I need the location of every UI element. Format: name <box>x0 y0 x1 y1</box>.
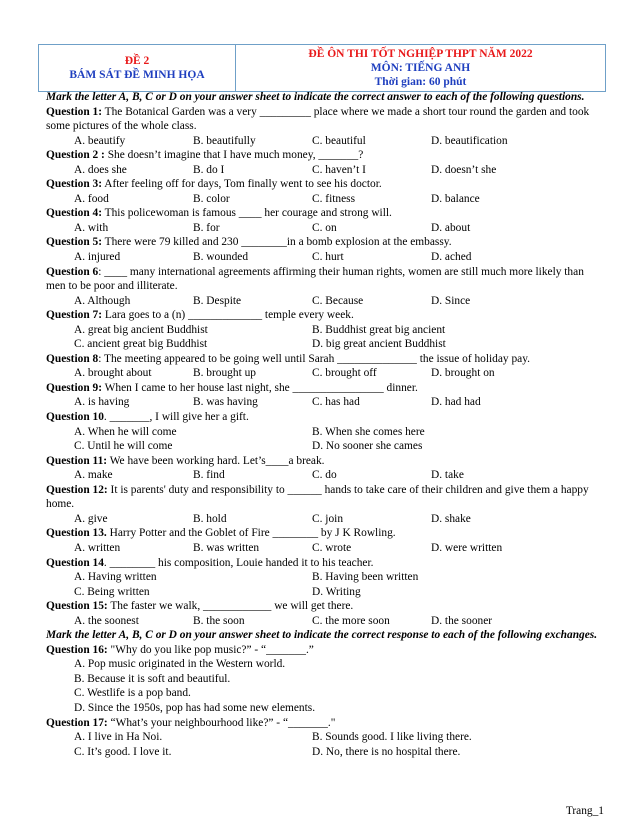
option-d[interactable]: D. the sooner <box>431 614 493 627</box>
question-label: Question 1: <box>46 105 103 118</box>
question-label: Question 17: <box>46 716 108 729</box>
option-d[interactable]: D. about <box>431 221 471 234</box>
question-label: Question 8 <box>46 352 99 365</box>
option-b[interactable]: B. Sounds good. I like living there. <box>312 731 472 744</box>
options-row <box>46 730 606 745</box>
question-label: Question 3: <box>46 178 103 191</box>
option-d[interactable]: D. were written <box>431 541 503 554</box>
option-b[interactable]: B. for <box>193 221 220 234</box>
header-left <box>39 45 236 91</box>
option-b[interactable]: B. find <box>193 469 225 482</box>
option-c[interactable]: C. ancient great big Buddhist <box>74 338 208 351</box>
question-text: This policewoman is famous ____ her courage and strong will. <box>102 207 392 220</box>
instruction-2: Mark the letter A, B, C or D on your answer sheet to indicate the correct response to each of the following exchanges. <box>46 629 598 642</box>
option-b[interactable]: B. beautifully <box>193 134 256 147</box>
exam-header <box>38 44 606 92</box>
options-row <box>46 366 606 381</box>
option-c[interactable]: C. hurt <box>312 251 344 264</box>
question-label: Question 9: <box>46 381 103 394</box>
option-a[interactable]: A. brought about <box>74 367 152 380</box>
options-row <box>46 468 606 483</box>
option-b[interactable]: B. do I <box>193 163 225 176</box>
option-b[interactable]: B. the soon <box>193 614 245 627</box>
question-17 <box>46 716 606 731</box>
option-a[interactable]: A. the soonest <box>74 614 139 627</box>
question-text: The Botanical Garden was a very _________ place where we made a short tour round the garden and took some pictures of the whole class. <box>46 105 590 133</box>
question-text: There were 79 killed and 230 ________in a bomb explosion at the embassy. <box>102 236 452 249</box>
option-b[interactable]: B. Having been written <box>312 571 419 584</box>
option-c[interactable]: C. Because <box>312 294 364 307</box>
option-d[interactable]: D. ached <box>431 251 472 264</box>
option-c[interactable]: C. do <box>312 469 337 482</box>
question-text: : ____ many international agreements affirming their human rights, women are still much more likely than men to be poor and illiterate. <box>46 265 584 293</box>
options-row <box>46 425 606 440</box>
question-text: . _______, I will give her a gift. <box>103 411 249 424</box>
exam-subtitle: BÁM SÁT ĐỀ MINH HỌA <box>69 69 205 81</box>
question-6 <box>46 265 606 294</box>
option-d[interactable]: D. big great ancient Buddhist <box>312 338 446 351</box>
question-label: Question 6 <box>46 265 99 278</box>
option-c[interactable]: C. Being written <box>74 585 150 598</box>
question-14 <box>46 556 606 571</box>
exam-subject: MÔN: TIẾNG ANH <box>370 62 471 74</box>
options-row <box>46 294 606 309</box>
option-b[interactable]: B. was written <box>193 541 260 554</box>
question-text: It is parents' duty and responsibility to ______ hands to take care of their children and give them a happy home. <box>46 483 589 511</box>
option-a[interactable]: A. injured <box>74 251 121 264</box>
options-row <box>46 570 606 585</box>
options-row <box>46 395 606 410</box>
question-3 <box>46 177 606 192</box>
question-text: We have been working hard. Let’s____a break. <box>107 454 325 467</box>
option-a[interactable]: A. food <box>74 192 109 205</box>
option-a[interactable]: A. Pop music originated in the Western world. <box>74 658 286 671</box>
options-row <box>46 221 606 236</box>
option-d[interactable]: D. Since <box>431 294 471 307</box>
instruction-1: Mark the letter A, B, C or D on your answer sheet to indicate the correct answer to each of the following questions. <box>46 91 585 103</box>
option-b[interactable]: B. Because it is soft and beautiful. <box>74 672 231 685</box>
question-label: Question 7: <box>46 309 103 322</box>
option-c[interactable]: C. haven’t I <box>312 163 366 176</box>
question-label: Question 12: <box>46 483 108 496</box>
option-a[interactable]: A. Having written <box>74 571 157 584</box>
question-text: “What’s your neighbourhood like?” - “_______." <box>107 716 336 729</box>
question-16 <box>46 643 606 658</box>
question-9 <box>46 381 606 396</box>
question-text: She doesn’t imagine that I have much money, _______? <box>104 149 364 162</box>
option-b[interactable]: B. When she comes here <box>312 425 425 438</box>
option-b[interactable]: B. Despite <box>193 294 242 307</box>
exam-code: ĐỀ 2 <box>124 55 150 67</box>
option-a[interactable]: A. make <box>74 469 113 482</box>
option-d[interactable]: D. shake <box>431 512 471 525</box>
option-b[interactable]: B. wounded <box>193 251 249 264</box>
question-label: Question 13. <box>46 527 107 540</box>
question-label: Question 11: <box>46 454 108 467</box>
option-a[interactable]: A. I live in Ha Noi. <box>74 731 163 744</box>
option-c[interactable]: C. Until he will come <box>74 440 173 453</box>
option-c[interactable]: C. the more soon <box>312 614 390 627</box>
option-d[interactable]: D. Since the 1950s, pop has had some new elements. <box>74 701 316 714</box>
option-d[interactable]: D. balance <box>431 192 480 205</box>
question-label: Question 5: <box>46 236 103 249</box>
question-label: Question 4: <box>46 207 103 220</box>
options-row <box>46 614 606 629</box>
option-c[interactable]: C. brought off <box>312 367 377 380</box>
options-row <box>46 439 606 454</box>
question-label: Question 16: <box>46 643 108 656</box>
exam-title: ĐỀ ÔN THI TỐT NGHIỆP THPT NĂM 2022 <box>308 48 533 60</box>
question-11 <box>46 454 606 469</box>
question-text: The faster we walk, ____________ we will get there. <box>107 600 354 613</box>
question-text: : The meeting appeared to be going well until Sarah ______________ the issue of holiday pay. <box>98 352 531 365</box>
option-d[interactable]: D. brought on <box>431 367 495 380</box>
question-label: Question 14 <box>46 556 104 569</box>
question-5 <box>46 235 606 250</box>
header-right <box>236 45 605 91</box>
option-a[interactable]: A. is having <box>74 396 130 409</box>
option-a[interactable]: A. give <box>74 512 108 525</box>
page-number: Trang_1 <box>565 805 604 817</box>
option-c[interactable]: C. has had <box>312 396 360 409</box>
option-b[interactable]: B. color <box>193 192 230 205</box>
question-2 <box>46 148 606 163</box>
option-d[interactable]: D. take <box>431 469 464 482</box>
option-b[interactable]: B. was having <box>193 396 258 409</box>
exam-duration: Thời gian: 60 phút <box>374 76 467 88</box>
option-a[interactable]: A. great big ancient Buddhist <box>74 323 208 336</box>
option-b[interactable]: B. brought up <box>193 367 256 380</box>
options-row <box>46 745 606 760</box>
option-c[interactable]: C. beautiful <box>312 134 366 147</box>
option-c[interactable]: C. It’s good. I love it. <box>74 745 172 758</box>
question-4 <box>46 206 606 221</box>
option-a[interactable]: A. beautify <box>74 134 126 147</box>
question-1 <box>46 105 606 134</box>
options-row <box>46 541 606 556</box>
question-text: "Why do you like pop music?” - “_______.” <box>107 643 314 656</box>
option-c[interactable]: C. Westlife is a pop band. <box>74 687 191 700</box>
question-15 <box>46 599 606 614</box>
question-label: Question 10 <box>46 411 104 424</box>
option-a[interactable]: A. When he will come <box>74 425 177 438</box>
options-row <box>46 163 606 178</box>
question-text: After feeling off for days, Tom finally went to see his doctor. <box>102 178 382 191</box>
question-text: Harry Potter and the Goblet of Fire ________ by J K Rowling. <box>106 527 396 540</box>
question-7 <box>46 308 606 323</box>
question-13 <box>46 526 606 541</box>
question-text: . ________ his composition, Louie handed it to his teacher. <box>103 556 374 569</box>
option-d[interactable]: D. No, there is no hospital there. <box>312 745 461 758</box>
option-c[interactable]: C. fitness <box>312 192 356 205</box>
question-label: Question 15: <box>46 600 108 613</box>
options-row <box>46 337 606 352</box>
options-row <box>46 323 606 338</box>
options-row <box>46 192 606 207</box>
question-text: Lara goes to a (n) _____________ temple every week. <box>102 309 354 322</box>
option-c[interactable]: C. on <box>312 221 337 234</box>
option-d[interactable]: D. No sooner she cames <box>312 440 423 453</box>
options-row <box>46 134 606 149</box>
option-a[interactable]: A. Although <box>74 294 131 307</box>
option-a[interactable]: A. written <box>74 541 121 554</box>
question-10 <box>46 410 606 425</box>
option-c[interactable]: C. join <box>312 512 344 525</box>
option-c[interactable]: C. wrote <box>312 541 352 554</box>
question-8 <box>46 352 606 367</box>
question-12 <box>46 483 606 512</box>
option-d[interactable]: D. Writing <box>312 585 361 598</box>
exam-content <box>46 90 606 759</box>
option-a[interactable]: A. does she <box>74 163 127 176</box>
question-label: Question 2 : <box>46 149 105 162</box>
option-a[interactable]: A. with <box>74 221 109 234</box>
option-d[interactable]: D. beautification <box>431 134 508 147</box>
option-b[interactable]: B. hold <box>193 512 227 525</box>
options-row <box>46 585 606 600</box>
option-b[interactable]: B. Buddhist great big ancient <box>312 323 446 336</box>
question-text: When I came to her house last night, she ________________ dinner. <box>102 381 418 394</box>
option-d[interactable]: D. doesn’t she <box>431 163 497 176</box>
options-row <box>46 512 606 527</box>
options-row <box>46 250 606 265</box>
option-d[interactable]: D. had had <box>431 396 481 409</box>
